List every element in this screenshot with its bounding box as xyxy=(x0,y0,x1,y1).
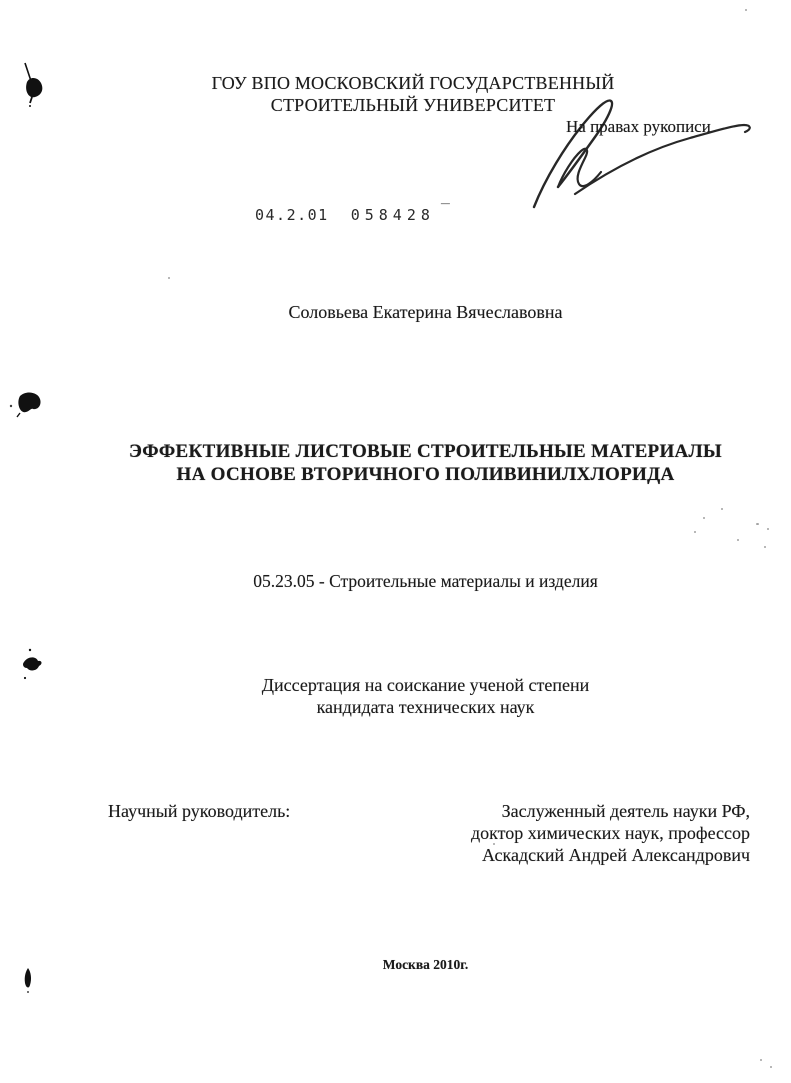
stamp-dash-mark: ‾ xyxy=(440,201,450,219)
stamp-number-part1: 04.2.01 xyxy=(255,206,329,224)
dissertation-title xyxy=(60,440,791,486)
stamp-number-part2: 058428 xyxy=(350,206,435,224)
title-line-1: ЭФФЕКТИВНЫЕ ЛИСТОВЫЕ СТРОИТЕЛЬНЫЕ МАТЕРИАЛЫ xyxy=(129,441,722,462)
city-year: Москва 2010г. xyxy=(382,957,469,972)
supervisor-line-3: Аскадский Андрей Александрович xyxy=(481,845,750,865)
supervisor-label: Научный руководитель: xyxy=(108,801,291,821)
scan-speck xyxy=(737,539,739,541)
degree-line-1: Диссертация на соискание ученой степени xyxy=(261,675,590,695)
signature-icon xyxy=(515,94,760,224)
author-name: Соловьева Екатерина Вячеславовна xyxy=(288,302,563,322)
stamp-number xyxy=(255,201,450,224)
supervisor-line-2: доктор химических наук, профессор xyxy=(471,823,750,843)
ink-blot-icon xyxy=(8,388,48,420)
title-line-2: НА ОСНОВЕ ВТОРИЧНОГО ПОЛИВИНИЛХЛОРИДА xyxy=(176,464,675,485)
scan-speck xyxy=(767,528,769,530)
scan-speck xyxy=(703,517,705,519)
organization-line-1: ГОУ ВПО МОСКОВСКИЙ ГОСУДАРСТВЕННЫЙ xyxy=(211,73,615,93)
ink-blot-icon xyxy=(16,60,50,108)
scan-speck xyxy=(760,1059,762,1061)
scan-speck xyxy=(764,546,766,548)
scan-speck xyxy=(756,523,759,525)
supervisor-line-1: Заслуженный деятель науки РФ, xyxy=(501,801,750,821)
specialty-code: 05.23.05 - Строительные материалы и изделия xyxy=(253,571,598,591)
scan-speck xyxy=(721,508,723,510)
organization-line-2: СТРОИТЕЛЬНЫЙ УНИВЕРСИТЕТ xyxy=(270,95,556,115)
scan-speck xyxy=(168,277,170,279)
ink-blot-icon xyxy=(18,646,46,686)
scan-speck xyxy=(745,9,747,11)
manuscript-rights-note: На правах рукописи xyxy=(566,117,711,136)
degree-line-2: кандидата технических наук xyxy=(316,697,535,717)
supervisor-credentials xyxy=(471,800,750,866)
scan-speck xyxy=(493,843,495,845)
ink-blot-icon xyxy=(22,966,36,996)
scan-speck xyxy=(770,1066,772,1068)
degree-statement xyxy=(60,674,791,718)
scan-speck xyxy=(694,531,696,533)
